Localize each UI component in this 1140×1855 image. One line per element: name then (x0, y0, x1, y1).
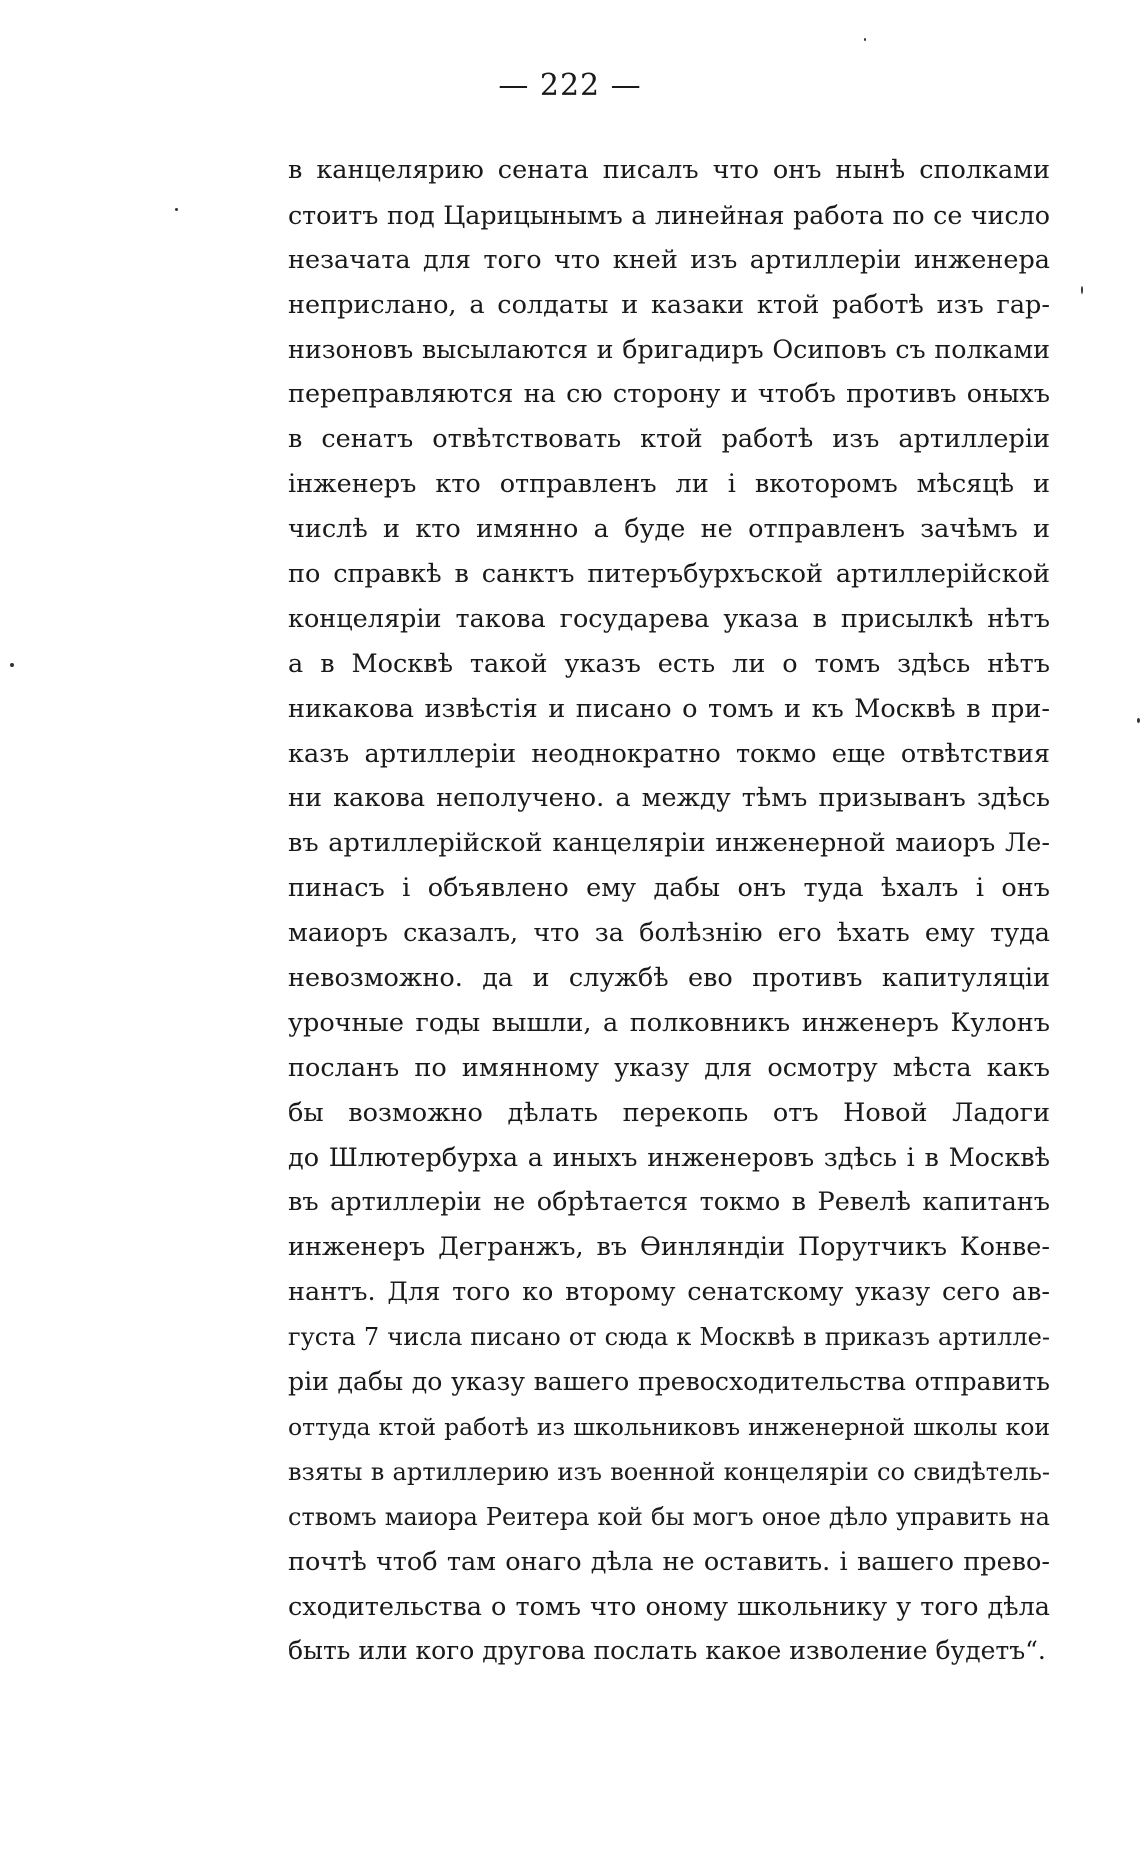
text-line: в канцелярию сената писалъ что онъ нынѣ сполками (288, 155, 1050, 185)
text-line: по справкѣ в санктъ питеръбурхъской артиллерійской (288, 559, 1050, 590)
text-line: оттуда ктой работѣ из школьниковъ инженерной школы кои (288, 1412, 1050, 1441)
text-line: быть или кого другова послать какое изволение будетъ“. (288, 1636, 1046, 1666)
text-line: густа 7 числа писано от сюда к Москвѣ в приказъ артилле- (288, 1323, 1050, 1352)
text-line: переправляются на сю сторону и чтобъ противъ оныхъ (288, 379, 1050, 410)
text-line: неприслано, а солдаты и казаки ктой работѣ изъ гар- (288, 289, 1050, 320)
scan-speck (1081, 286, 1083, 294)
text-line: сходительства о томъ что оному школьнику у того дѣла (288, 1591, 1050, 1622)
text-line: нантъ. Для того ко второму сенатскому указу сего ав- (288, 1277, 1050, 1308)
text-line: бы возможно дѣлать перекопь отъ Новой Ладоги (288, 1097, 1050, 1128)
text-line: стоитъ под Царицынымъ а линейная работа по се число (288, 199, 1050, 230)
scan-speck (175, 208, 178, 211)
text-line: низоновъ высылаются и бригадиръ Осиповъ съ полками (288, 334, 1050, 364)
text-line: в сенатъ отвѣтствовать ктой работѣ изъ артиллеріи (288, 424, 1050, 455)
text-line: взяты в артиллерию изъ военной концеляріи со свидѣтель- (288, 1457, 1050, 1486)
text-line: въ артиллерійской канцеляріи инженерной маиоръ Ле- (288, 828, 1050, 859)
body-text (288, 148, 1050, 1674)
text-line: никакова извѣстія и писано о томъ и къ Москвѣ в при- (288, 693, 1050, 724)
text-line: инженеръ Дегранжъ, въ Ѳинляндіи Порутчикъ Конве- (288, 1232, 1050, 1263)
text-line: незачата для того что кней изъ артиллеріи инженера (288, 244, 1050, 275)
text-line: концеляріи такова государева указа в присылкѣ нѣтъ (288, 603, 1050, 634)
text-line: маиоръ сказалъ, что за болѣзнію его ѣхать ему туда (288, 918, 1050, 949)
text-line: пинасъ і объявлено ему дабы онъ туда ѣхалъ і онъ (288, 873, 1050, 904)
text-line: інженеръ кто отправленъ ли і вкоторомъ мѣсяцѣ и (288, 469, 1050, 500)
text-line: казъ артиллеріи неоднократно токмо еще отвѣтствия (288, 738, 1050, 769)
text-line: а в Москвѣ такой указъ есть ли о томъ здѣсь нѣтъ (288, 648, 1050, 679)
text-line: до Шлютербурха а иныхъ инженеровъ здѣсь і в Москвѣ (288, 1142, 1050, 1173)
text-line: посланъ по имянному указу для осмотру мѣста какъ (288, 1052, 1050, 1083)
text-line: урочные годы вышли, а полковникъ инженеръ Кулонъ (288, 1007, 1050, 1038)
text-line: почтѣ чтоб там онаго дѣла не оставить. і вашего прево- (288, 1546, 1050, 1577)
text-line: числѣ и кто имянно а буде не отправленъ зачѣмъ и (288, 514, 1050, 545)
scan-speck (10, 663, 14, 667)
page-number: — 222 — (498, 68, 642, 103)
text-line: ствомъ маиора Реитера кой бы могъ оное дѣло управить на (288, 1502, 1050, 1531)
text-line: невозможно. да и службѣ ево противъ капитуляціи (288, 963, 1050, 994)
scan-speck (864, 38, 866, 41)
text-line: ріи дабы до указу вашего превосходительства отправить (288, 1367, 1050, 1397)
text-line: въ артиллеріи не обрѣтается токмо в Ревелѣ капитанъ (288, 1187, 1050, 1218)
text-line: ни какова неполучено. а между тѣмъ призыванъ здѣсь (288, 783, 1050, 814)
